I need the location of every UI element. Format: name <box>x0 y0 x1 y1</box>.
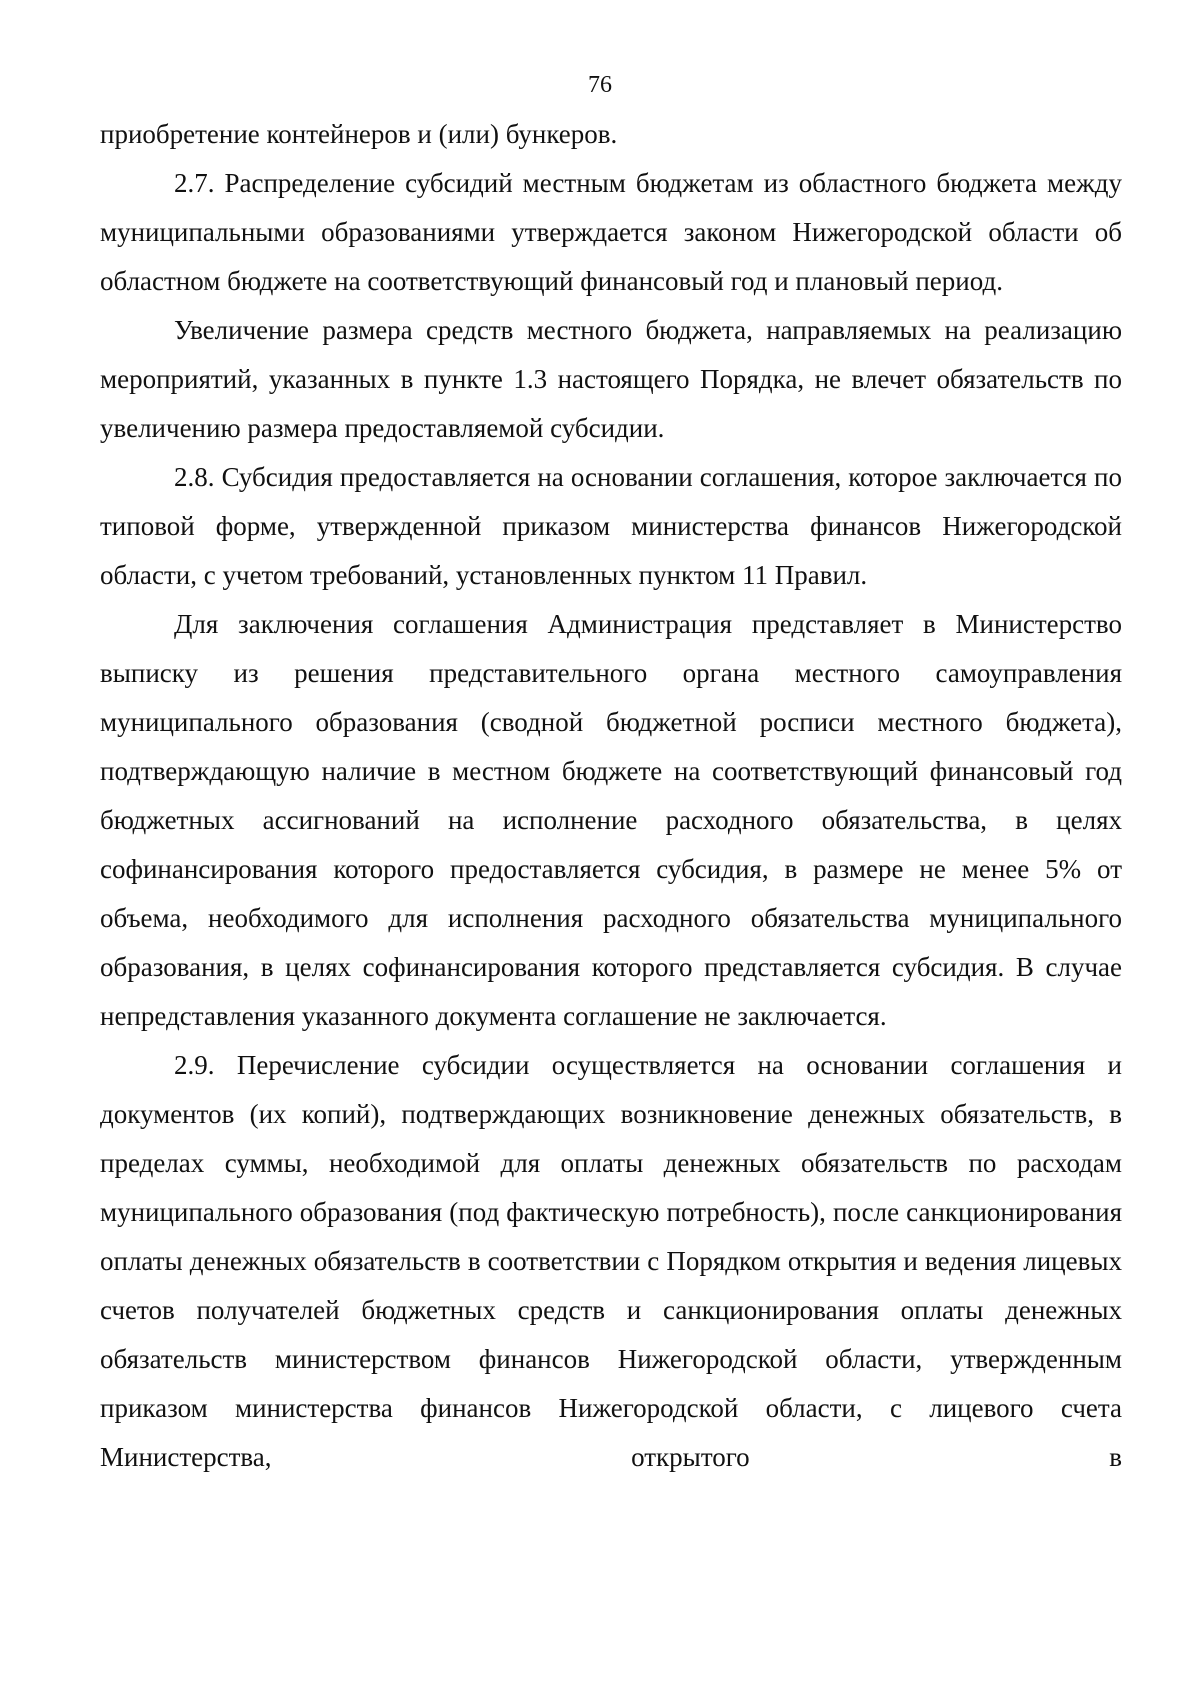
paragraph-2-8: 2.8. Субсидия предоставляется на основании соглашения, которое заключается по типовой форме, утвержденной приказом министерства финансов Нижегородской области, с учетом требований, установленных пунктом 11 Правил. <box>100 462 1122 590</box>
paragraph-continuation: приобретение контейнеров и (или) бункеров. <box>100 119 618 149</box>
document-body <box>100 110 1122 1482</box>
paragraph-2-9: 2.9. Перечисление субсидии осуществляется на основании соглашения и документов (их копий), подтверждающих возникновение денежных обязательств, в пределах суммы, необходимой для оплаты денежных обязательств по расходам муниципального образования (под фактическую потребность), после санкционирования оплаты денежных обязательств в соответствии с Порядком открытия и ведения лицевых счетов получателей бюджетных средств и санкционирования оплаты денежных обязательств министерством финансов Нижегородской области, утвержденным приказом министерства финансов Нижегородской области, с лицевого счета Министерства, открытого в <box>100 1050 1122 1472</box>
page-number: 76 <box>588 72 612 98</box>
paragraph-2-7: 2.7. Распределение субсидий местным бюджетам из областного бюджета между муниципальными образованиями утверждается законом Нижегородской области об областном бюджете на соответствующий финансовый год и плановый период. <box>100 168 1122 296</box>
paragraph-increase-funds: Увеличение размера средств местного бюджета, направляемых на реализацию мероприятий, указанных в пункте 1.3 настоящего Порядка, не влечет обязательств по увеличению размера предоставляемой субсидии. <box>100 315 1122 443</box>
paragraph-agreement-conclusion: Для заключения соглашения Администрация представляет в Министерство выписку из решения представительного органа местного самоуправления муниципального образования (сводной бюджетной росписи местного бюджета), подтверждающую наличие в местном бюджете на соответствующий финансовый год бюджетных ассигнований на исполнение расходного обязательства, в целях софинансирования которого предоставляется субсидия, в размере не менее 5% от объема, необходимого для исполнения расходного обязательства муниципального образования, в целях софинансирования которого представляется субсидия. В случае непредставления указанного документа соглашение не заключается. <box>100 609 1122 1031</box>
